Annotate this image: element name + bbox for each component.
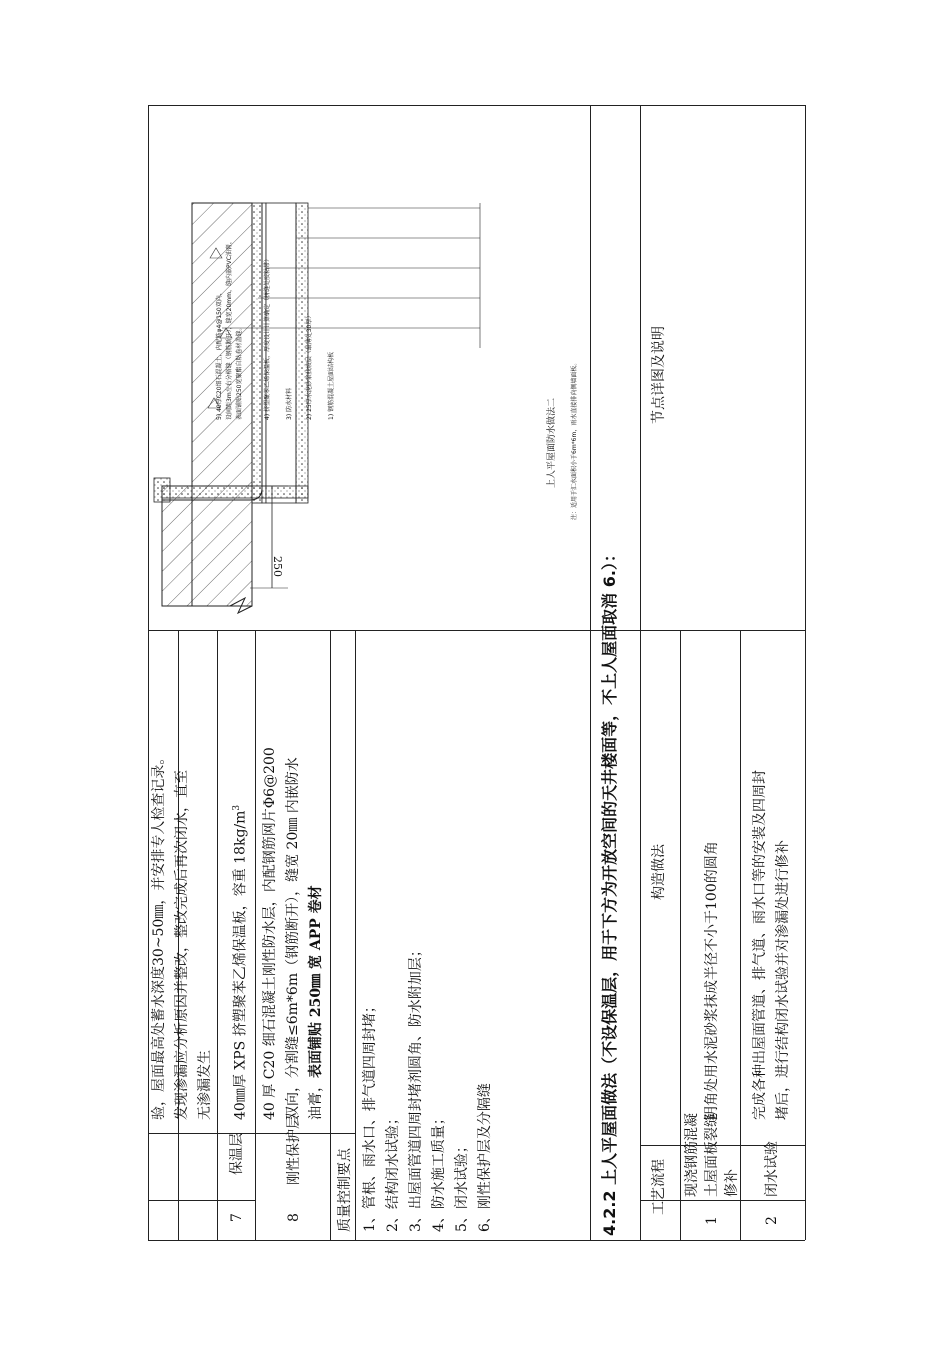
quality-item-4: 4、防水施工质量；	[431, 1111, 447, 1232]
note-5c: 表面铺贴250宽聚酯自粘卷材盖缝。	[236, 324, 243, 420]
upper-frame-right	[640, 105, 641, 1240]
quality-item-3: 3、出屋面管道四周封堵剂圆角、防水附加层；	[408, 943, 424, 1232]
upper-frame-bottom	[148, 1240, 640, 1241]
lower-row-2	[740, 630, 741, 1240]
lower-row2-process: 闭水试验	[764, 1141, 780, 1197]
quality-item-1: 1、管根、雨水口、排气道四周封堵；	[362, 999, 378, 1232]
row7-num: 7	[229, 1213, 245, 1222]
sep-c	[330, 630, 331, 1240]
row8-line-3	[307, 885, 325, 1120]
lower-row2-method-2: 堵后，进行结构闭水试验并对渗漏处进行修补	[775, 840, 791, 1120]
row7-desc-sup: 3	[232, 804, 242, 811]
lower-bottom	[640, 1240, 805, 1241]
row-cont-line-1: 验，屋面最高处蓄水深度30~50㎜，并安排专人检查记录。	[151, 750, 167, 1120]
note-5b: 设间距3m左右分格缝（钢筋断开），缝宽20mm，缝内嵌PVC油膏，	[226, 238, 233, 420]
parapet-cap	[154, 478, 170, 502]
row7-desc	[228, 805, 250, 1120]
quality-item-2: 2、结构闭水试验；	[385, 1111, 401, 1232]
note-3: 3) 防水材料	[286, 387, 293, 420]
quality-item-6: 6、刚性保护层及分隔缝	[477, 1083, 493, 1232]
lower-frame-right	[805, 105, 806, 1240]
section-number: 4.2.2	[600, 1190, 619, 1236]
lower-row2-method-1: 完成各种出屋面管道、排气道、雨水口等的安装及四周封	[752, 770, 768, 1120]
lower-row1-method: 阴角处用水泥砂浆抹成半径不小于100的圆角	[704, 841, 720, 1120]
section-heading	[597, 546, 620, 1236]
lower-row1-process-2: 土屋面板裂缝	[704, 1113, 720, 1197]
row7-desc-text: 40㎜厚 XPS 挤塑聚苯乙烯保温板，容重 18kg/m	[232, 810, 249, 1120]
concrete-wall	[162, 486, 192, 606]
lower-row2-num: 2	[764, 1216, 780, 1225]
lower-row1-process-1: 现浇钢筋混凝	[684, 1113, 700, 1197]
lower-row1-num: 1	[704, 1216, 720, 1225]
note-4: 4) 挤塑聚苯乙烯保温板，厚度设计计算确定（拼缝处胶粘带）	[264, 255, 271, 420]
drawing-footnote: 注：适用于汇水面积小于6m*6m，雨水直接排向侧墙面板。	[571, 359, 578, 520]
quality-title: 质量控制要点	[337, 1148, 353, 1232]
quality-item-5: 5、闭水试验；	[454, 1139, 470, 1232]
row-cont-line-2: 发现渗漏应分析原因并整改，整改完成后再次闭水，直至	[174, 770, 190, 1120]
sep-b	[255, 630, 256, 1240]
h-div-drawing	[148, 630, 640, 631]
row8-name: 刚性保护层	[286, 1115, 302, 1185]
h-div-name	[148, 1133, 355, 1134]
upper-frame-top	[148, 105, 640, 106]
row8-line-3b: 表面铺贴 250㎜ 宽 APP 卷材	[308, 885, 324, 1078]
row-cont-line-3: 无渗漏发生	[197, 1050, 213, 1120]
header-process: 工艺流程	[651, 1159, 667, 1215]
header-detail: 节点详图及说明	[651, 326, 667, 424]
header-method: 构造做法	[651, 844, 667, 900]
drawing-caption: 上人平屋面防水做法二	[547, 397, 557, 488]
lower-col-method	[640, 630, 805, 631]
lower-row-1	[680, 630, 681, 1240]
note-5a: 5) 40厚C20细石混凝土，内配筋φ4@150双向，	[216, 289, 223, 420]
concrete-wall-inner	[192, 486, 252, 606]
dimension-label: 250	[271, 556, 284, 577]
lower-top	[640, 105, 805, 106]
layer-screed	[252, 203, 262, 503]
sep-a	[217, 630, 218, 1240]
row8-num: 8	[286, 1213, 302, 1222]
row7-name: 保温层	[229, 1133, 245, 1175]
row8-line-3a: 油膏，	[308, 1078, 324, 1120]
sep-d	[355, 630, 356, 1240]
row8-line-2: 双向，分割缝≤6m*6m（钢筋断开），缝宽 20㎜ 内嵌防水	[285, 757, 301, 1120]
section-text: 上人平屋面做法（不设保温层，用于下方为开放空间的天井楼面等，不上人屋面取消 6.）：	[600, 546, 619, 1185]
h-div-num	[148, 1200, 255, 1201]
lower-row1-process-3: 修补	[724, 1169, 740, 1197]
upturn	[162, 486, 308, 498]
upper-frame-left	[148, 105, 149, 1240]
note-2: 2) 25厚水泥砂浆找坡层（最薄处30厚）	[306, 312, 313, 420]
note-1: 1) 钢筋混凝土屋面结构板	[328, 351, 335, 420]
row8-line-1: 40 厚 C20 细石混凝土刚性防水层，内配钢筋网片Φ6@200	[262, 747, 278, 1120]
lower-row-num-split	[680, 1200, 681, 1240]
